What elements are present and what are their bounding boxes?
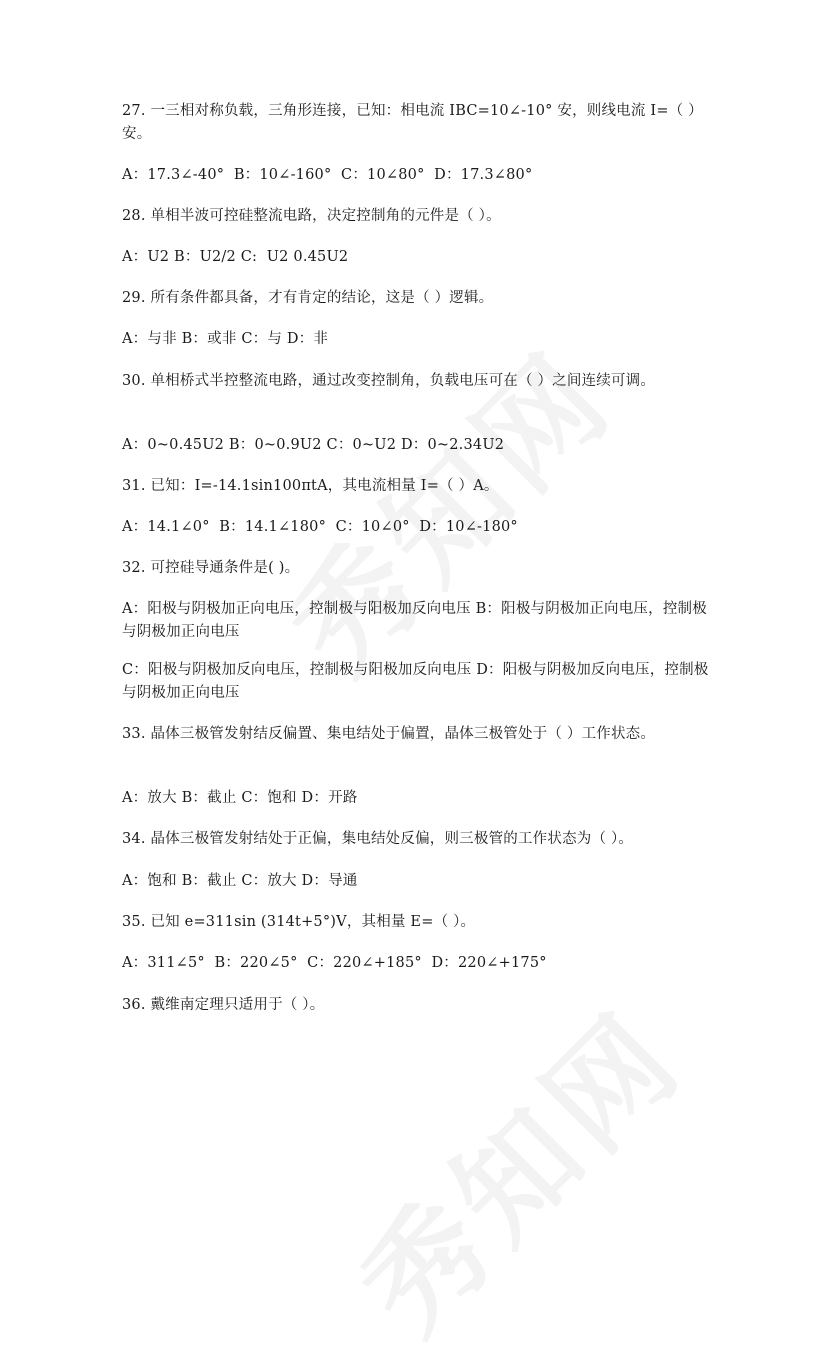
question-33: 33. 晶体三极管发射结反偏置、集电结处于偏置，晶体三极管处于（ ）工作状态。	[122, 726, 656, 742]
watermark	[316, 967, 713, 1364]
options-32-cd: C：阳极与阴极加反向电压，控制极与阳极加反向电压 D：阳极与阴极加反向电压，控制极与阴极加正向电压	[122, 662, 709, 701]
options-32-ab: A：阳极与阴极加正向电压，控制极与阳极加反向电压 B：阳极与阴极加正向电压，控制极与阴极加正向电压	[122, 601, 707, 640]
options-34: A：饱和 B：截止 C：放大 D：导通	[122, 873, 358, 889]
question-29: 29. 所有条件都具备，才有肯定的结论，这是（ ）逻辑。	[122, 290, 494, 306]
watermark	[246, 307, 643, 704]
question-28: 28. 单相半波可控硅整流电路，决定控制角的元件是（ ）。	[122, 208, 501, 224]
question-31: 31. 已知：I=-14.1sin100πtA，其电流相量 I=（ ）A。	[122, 478, 499, 494]
options-30: A：0~0.45U2 B：0~0.9U2 C：0~U2 D：0~2.34U2	[122, 437, 505, 453]
options-29: A：与非 B：或非 C：与 D：非	[122, 331, 329, 347]
question-32: 32. 可控硅导通条件是( )。	[122, 560, 300, 576]
question-30: 30. 单相桥式半控整流电路，通过改变控制角，负载电压可在（ ）之间连续可调。	[122, 373, 656, 389]
options-28: A：U2 B：U2/2 C: U2 0.45U2	[122, 249, 349, 265]
question-35: 35. 已知 e=311sin (314t+5°)V，其相量 E=（ ）。	[122, 914, 476, 930]
options-31: A：14.1∠0° B：14.1∠180° C：10∠0° D：10∠-180°	[122, 519, 518, 535]
options-33: A：放大 B：截止 C：饱和 D：开路	[122, 790, 358, 806]
question-34: 34. 晶体三极管发射结处于正偏，集电结处反偏，则三极管的工作状态为（ ）。	[122, 831, 634, 847]
options-27: A：17.3∠-40° B：10∠-160° C：10∠80° D：17.3∠80°	[122, 167, 533, 183]
options-35: A：311∠5° B：220∠5° C：220∠+185° D：220∠+175°	[122, 955, 547, 971]
question-36: 36. 戴维南定理只适用于（ ）。	[122, 997, 325, 1013]
question-27: 27. 一三相对称负载，三角形连接，已知：相电流 IBC=10∠-10° 安，则线电流 I=（ ）安。	[122, 103, 703, 142]
